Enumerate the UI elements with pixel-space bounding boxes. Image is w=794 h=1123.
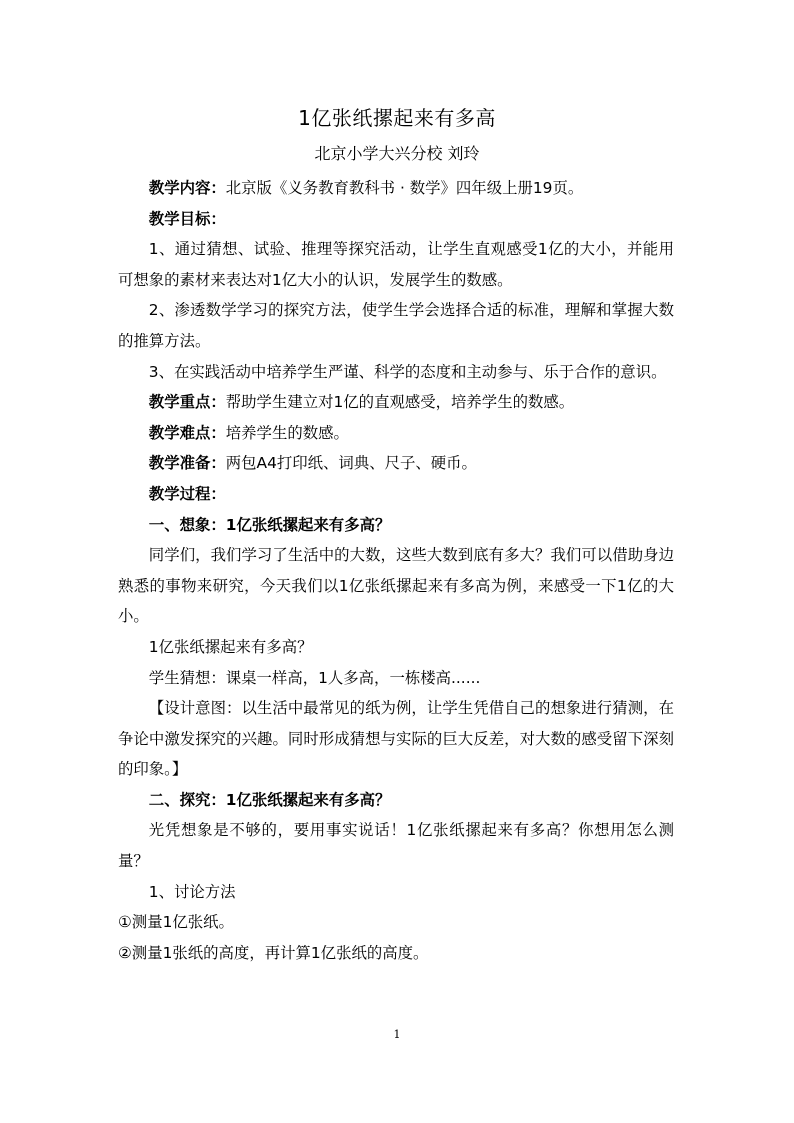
teaching-process-label: 教学过程：: [148, 484, 226, 503]
difficulty-paragraph: [118, 418, 674, 449]
section-2-paragraph: 光凭想象是不够的，要用事实说话！1亿张纸摞起来有多高？你想用怎么测量？: [118, 821, 674, 871]
page-number: 1: [393, 1028, 401, 1041]
teaching-goals-label: 教学目标：: [148, 209, 226, 228]
section-1-heading: 一、想象：1亿张纸摞起来有多高？: [148, 515, 391, 534]
method-2-item: ②测量1张纸的高度，再计算1亿张纸的高度。: [118, 943, 429, 962]
section-1-question: 1亿张纸摞起来有多高？: [148, 637, 313, 656]
goal-1-paragraph: 1、通过猜想、试验、推理等探究活动，让学生直观感受1亿的大小，并能用可想象的素材来表达对1亿大小的认识，发展学生的数感。: [118, 240, 674, 289]
preparation-label: 教学准备：: [148, 454, 226, 473]
key-point-text: 帮助学生建立对1亿的直观感受，培养学生的数感。: [225, 393, 575, 412]
difficulty-text: 培养学生的数感。: [225, 423, 349, 442]
teaching-content-label: 教学内容：: [148, 179, 226, 197]
preparation-paragraph: [118, 448, 674, 479]
section-1-design-intent: 【设计意图：以生活中最常见的纸为例，让学生凭借自己的想象进行猜测，在争论中激发探究的兴趣。同时形成猜想与实际的巨大反差，对大数的感受留下深刻的印象。】: [118, 699, 674, 779]
teaching-content-text: 北京版《义务教育教科书 · 数学》四年级上册19页。: [225, 179, 584, 197]
author-line: 北京小学大兴分校 刘玲: [314, 144, 480, 163]
section-1-student-guess: 学生猜想：课桌一样高，1人多高，一栋楼高......: [148, 668, 481, 687]
goal-2-paragraph: 2、渗透数学学习的探究方法，使学生学会选择合适的标准，理解和掌握大数的推算方法。: [118, 301, 674, 350]
key-point-paragraph: [118, 387, 674, 418]
teaching-content-paragraph: [118, 173, 674, 204]
section-2-heading: 二、探究：1亿张纸摞起来有多高？: [148, 790, 391, 809]
section-2-subheading: 1、讨论方法: [148, 882, 236, 901]
method-1-item: ①测量1亿张纸。: [118, 913, 234, 932]
document-body: [118, 173, 674, 968]
document-title: 1亿张纸摞起来有多高: [298, 106, 496, 130]
difficulty-label: 教学难点：: [148, 423, 226, 442]
section-1-paragraph: 同学们，我们学习了生活中的大数，这些大数到底有多大？我们可以借助身边熟悉的事物来研究，今天我们以1亿张纸摞起来有多高为例，来感受一下1亿的大小。: [118, 546, 674, 626]
preparation-text: 两包A4打印纸、词典、尺子、硬币。: [225, 454, 477, 473]
key-point-label: 教学重点：: [148, 393, 226, 412]
goal-3-paragraph: 3、在实践活动中培养学生严谨、科学的态度和主动参与、乐于合作的意识。: [148, 362, 667, 381]
